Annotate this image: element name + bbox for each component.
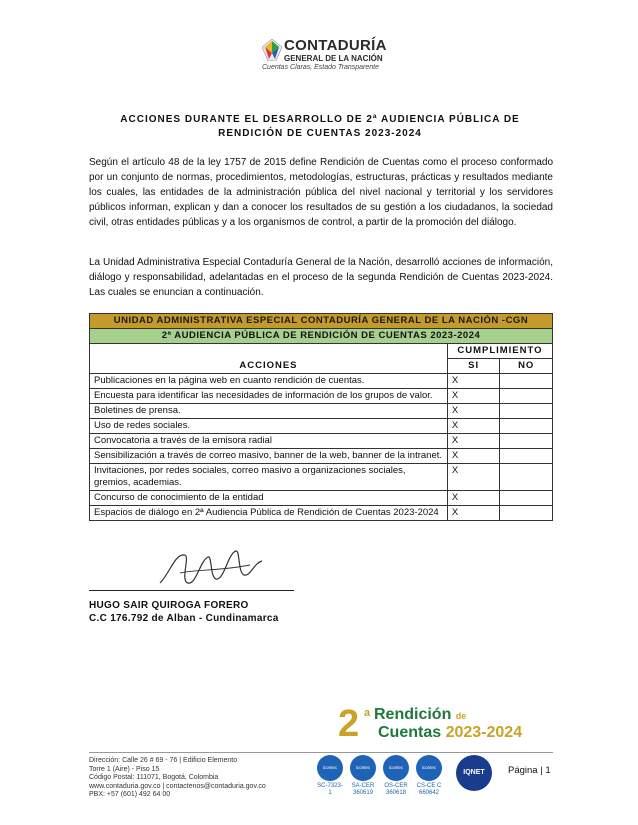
brand-cuentas: Cuentas [378, 724, 442, 741]
paragraph-ley: Según el artículo 48 de la ley 1757 de 2015 define Rendición de Cuentas como el proceso conformado por un conjunto de normas, procedimientos, metodologías, estructuras, prácticas y resultados mediante los cuales, las entidades de la administración pública del nivel nacional y territorial y los servidores públicos informan, explican y dan a conocer los resultados de su gestión a los ciudadanos, la sociedad civil, otras entidades públicas y a los organismos de control, a partir de la promoción del diálogo. [89, 157, 553, 228]
brand-line-2 [378, 724, 522, 742]
brand-de: de [455, 711, 467, 721]
no-cell [500, 449, 553, 464]
acciones-table [89, 313, 553, 521]
si-header: SI [447, 359, 500, 374]
no-cell [500, 506, 553, 521]
brand-line-1 [374, 706, 466, 724]
acciones-header: ACCIONES [90, 359, 448, 374]
table-row [90, 506, 553, 521]
footer-line: PBX: +57 (601) 492 64 00 [89, 791, 171, 799]
icontec-icon: icontec [317, 755, 343, 781]
no-cell [500, 389, 553, 404]
page-number: Página | 1 [508, 765, 551, 776]
table-row [90, 491, 553, 506]
no-cell [500, 419, 553, 434]
rendicion-cuentas-logo [338, 703, 558, 748]
title-line-2: RENDICIÓN DE CUENTAS 2023-2024 [218, 128, 422, 139]
table-row [90, 374, 553, 389]
si-cell: X [447, 374, 500, 389]
si-cell: X [447, 419, 500, 434]
signer-name: HUGO SAIR QUIROGA FORERO [89, 600, 249, 611]
footer-divider [89, 752, 553, 753]
no-cell [500, 404, 553, 419]
footer-address [89, 757, 266, 800]
certification-badges [316, 755, 496, 813]
icontec-badge [349, 755, 377, 795]
table-row [90, 389, 553, 404]
acciones-header-spacer [90, 344, 448, 359]
table-header-cumplimiento-row [90, 344, 553, 359]
badge-code: OS-CER 360618 [384, 783, 408, 796]
audiencia-header-cell: 2ª AUDIENCIA PÚBLICA DE RENDICIÓN DE CUENTAS 2023-2024 [90, 329, 553, 344]
signer-id: C.C 176.792 de Alban - Cundinamarca [89, 613, 279, 624]
accion-cell: Boletines de prensa. [90, 404, 448, 419]
cgn-logo [262, 37, 392, 75]
cgn-emblem-icon [262, 39, 282, 61]
no-cell [500, 434, 553, 449]
org-subname: GENERAL DE LA NACIÓN [284, 54, 383, 63]
document-title [100, 113, 540, 141]
accion-cell: Publicaciones en la página web en cuanto rendición de cuentas. [90, 374, 448, 389]
signature-line [89, 590, 294, 591]
si-cell: X [447, 404, 500, 419]
si-cell: X [447, 464, 500, 491]
si-cell: X [447, 491, 500, 506]
si-cell: X [447, 449, 500, 464]
no-cell [500, 491, 553, 506]
org-tagline: Cuentas Claras, Estado Transparente [262, 64, 379, 71]
table-header-audiencia [90, 329, 553, 344]
icontec-badge [316, 755, 344, 795]
no-header: NO [500, 359, 553, 374]
brand-superscript: a [364, 707, 371, 719]
accion-cell: Invitaciones, por redes sociales, correo masivo a organizaciones sociales, gremios, academias. [90, 464, 448, 491]
paragraph-unidad: La Unidad Administrativa Especial Contaduría General de la Nación, desarrolló acciones de información, diálogo y responsabilidad, adelantadas en el proceso de la segunda Rendición de Cuentas 2023-2024. Las cuales se enuncian a continuación. [89, 257, 553, 298]
badge-code: SC-7323-1 [317, 783, 343, 796]
footer-line: Dirección: Calle 26 # 69 - 76 | Edificio Elemento [89, 757, 238, 764]
table-header-unit [90, 314, 553, 329]
cumplimiento-header: CUMPLIMIENTO [447, 344, 552, 359]
signature-scribble [150, 543, 270, 593]
icontec-badge [415, 755, 443, 795]
org-name: CONTADURÍA [284, 37, 387, 54]
accion-cell: Encuesta para identificar las necesidades de información de los grupos de valor. [90, 389, 448, 404]
title-line-1: ACCIONES DURANTE EL DESARROLLO DE 2ª AUDIENCIA PÚBLICA DE [120, 114, 520, 125]
badge-code: SA-CER 360619 [351, 783, 375, 796]
si-cell: X [447, 389, 500, 404]
icontec-icon: icontec [350, 755, 376, 781]
footer-line: www.contaduria.gov.co | contactenos@contaduria.gov.co [89, 782, 266, 790]
table-row [90, 434, 553, 449]
table-row [90, 404, 553, 419]
no-cell [500, 374, 553, 389]
icontec-icon: icontec [383, 755, 409, 781]
table-row [90, 419, 553, 434]
brand-number: 2 [338, 703, 360, 745]
badge-code: CS-CE C 660642 [416, 783, 442, 796]
no-cell [500, 464, 553, 491]
table-row [90, 449, 553, 464]
si-cell: X [447, 434, 500, 449]
accion-cell: Concurso de conocimiento de la entidad [90, 491, 448, 506]
si-cell: X [447, 506, 500, 521]
accion-cell: Sensibilización a través de correo masivo, banner de la web, banner de la intranet. [90, 449, 448, 464]
accion-cell: Uso de redes sociales. [90, 419, 448, 434]
brand-rendicion: Rendición [374, 706, 452, 723]
icontec-icon: icontec [416, 755, 442, 781]
accion-cell: Espacios de diálogo en 2ª Audiencia Pública de Rendición de Cuentas 2023-2024 [90, 506, 448, 521]
unit-header-cell: UNIDAD ADMINISTRATIVA ESPECIAL CONTADURÍA GENERAL DE LA NACIÓN -CGN [90, 314, 553, 329]
iqnet-icon: IQNET [456, 755, 492, 791]
accion-cell: Convocatoria a través de la emisora radial [90, 434, 448, 449]
icontec-badge [382, 755, 410, 795]
brand-years: 2023-2024 [445, 724, 523, 741]
table-row [90, 464, 553, 491]
table-header-columns-row [90, 359, 553, 374]
footer-line: Torre 1 (Aire) - Piso 15 [89, 765, 160, 773]
footer-line: Código Postal: 111071, Bogotá, Colombia [89, 774, 219, 782]
